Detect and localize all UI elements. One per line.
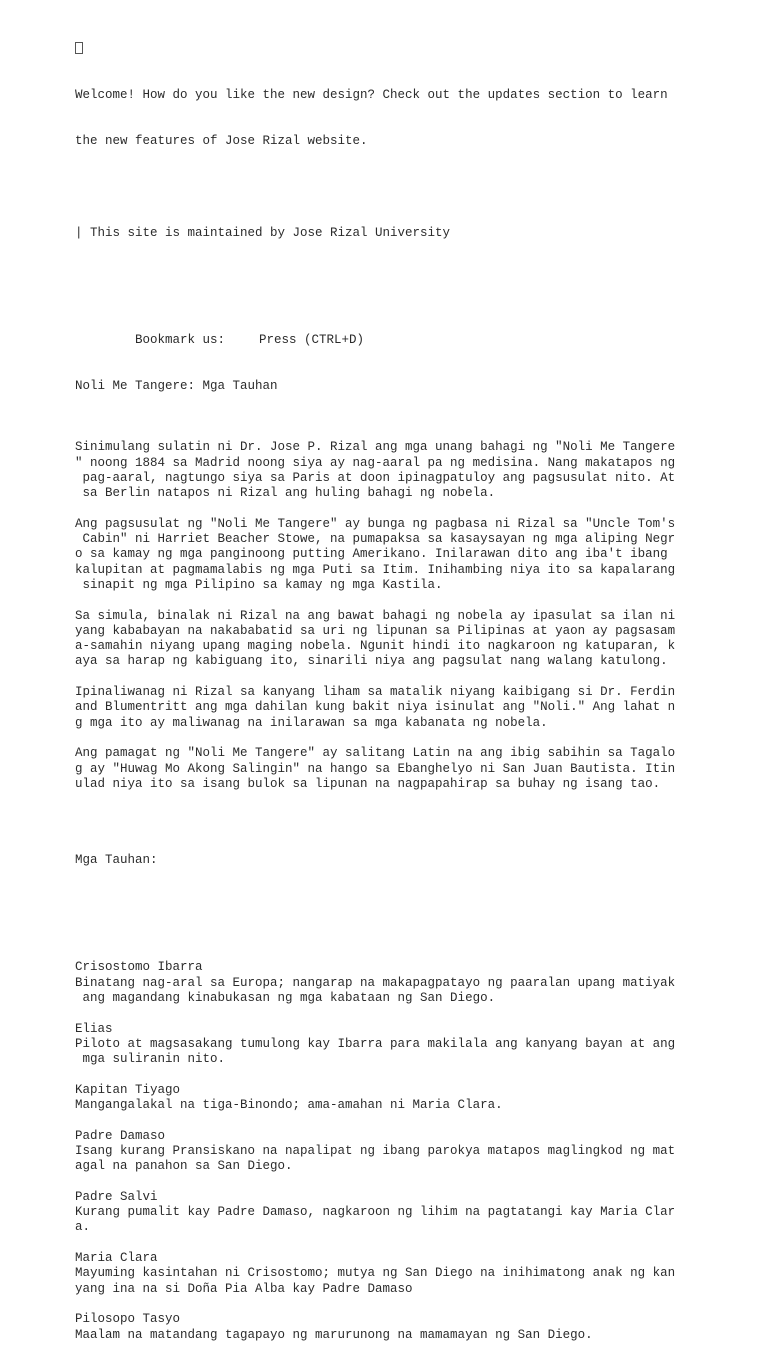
missing-glyph-icon xyxy=(75,42,675,58)
paragraph-line: g mga ito ay maliwanag na inilarawan sa mga kabanata ng nobela. xyxy=(75,715,548,730)
paragraph-line: " noong 1884 sa Madrid noong siya ay nag-aaral pa ng medisina. Nang makatapos ng xyxy=(75,455,676,470)
character-entry xyxy=(75,1312,675,1343)
character-description-line: Isang kurang Pransiskano na napalipat ng ibang parokya matapos maglingkod ng mat xyxy=(75,1143,676,1158)
paragraph-line: pag-aaral, nagtungo siya sa Paris at doon ipinagpatuloy ang pagsusulat nito. At xyxy=(75,470,676,485)
character-description-line: mga suliranin nito. xyxy=(75,1052,226,1067)
paragraph-line: g ay "Huwag Mo Akong Salingin" na hango sa Ebanghelyo ni San Juan Bautista. Itin xyxy=(75,761,676,776)
paragraph xyxy=(75,440,675,501)
welcome-line-2: the new features of Jose Rizal website. xyxy=(75,134,368,149)
paragraph xyxy=(75,517,675,593)
character-name: Pilosopo Tasyo xyxy=(75,1312,181,1327)
character-entry xyxy=(75,960,675,1006)
paragraph-line: Ang pamagat ng "Noli Me Tangere" ay salitang Latin na ang ibig sabihin sa Tagalo xyxy=(75,746,676,761)
paragraph-line: yang kababayan na nakababatid sa uri ng lipunan sa Pilipinas at yaon ay pagsasam xyxy=(75,623,676,638)
paragraph-line: Sinimulang sulatin ni Dr. Jose P. Rizal ang mga unang bahagi ng "Noli Me Tangere xyxy=(75,440,676,455)
paragraph-line: a-samahin niyang upang maging nobela. Ngunit hindi ito nagkaroon ng katuparan, k xyxy=(75,639,676,654)
paragraph xyxy=(75,685,675,731)
article-body xyxy=(75,440,675,807)
character-description-line: Maalam na matandang tagapayo ng marurunong na mamamayan ng San Diego. xyxy=(75,1327,593,1342)
character-name: Kapitan Tiyago xyxy=(75,1082,181,1097)
paragraph-line: sa Berlin natapos ni Rizal ang huling bahagi ng nobela. xyxy=(75,486,496,501)
character-entry xyxy=(75,1129,675,1175)
maintained-notice: | This site is maintained by Jose Rizal University xyxy=(75,226,451,241)
paragraph-line: sinapit ng mga Pilipino sa kamay ng mga Kastila. xyxy=(75,577,443,592)
character-description-line: agal na panahon sa San Diego. xyxy=(75,1159,293,1174)
character-entry xyxy=(75,1022,675,1068)
bookmark-label: Bookmark us: xyxy=(135,333,226,348)
paragraph xyxy=(75,746,675,792)
character-entry xyxy=(75,1251,675,1297)
paragraph-line: kalupitan at pagmamalabis ng mga Puti sa Itim. Inihambing niya ito sa kapalarang xyxy=(75,562,676,577)
character-description-line: yang ina na si Doña Pia Alba kay Padre Damaso xyxy=(75,1281,413,1296)
paragraph-line: Ang pagsusulat ng "Noli Me Tangere" ay bunga ng pagbasa ni Rizal sa "Uncle Tom's xyxy=(75,516,676,531)
character-description-line: Kurang pumalit kay Padre Damaso, nagkaroon ng lihim na pagtatangi kay Maria Clar xyxy=(75,1205,676,1220)
bookmark-row xyxy=(75,333,675,348)
paragraph-line: o sa kamay ng mga panginoong putting Amerikano. Inilarawan dito ang iba't ibang xyxy=(75,547,668,562)
character-name: Padre Damaso xyxy=(75,1128,166,1143)
paragraph-line: and Blumentritt ang mga dahilan kung bakit niya isinulat ang "Noli." Ang lahat n xyxy=(75,700,676,715)
character-description-line: Mayuming kasintahan ni Crisostomo; mutya ng San Diego na inihimatong anak ng kan xyxy=(75,1266,676,1281)
character-description-line: ang magandang kinabukasan ng mga kabataan ng San Diego. xyxy=(75,991,496,1005)
paragraph xyxy=(75,609,675,670)
section-label: Mga Tauhan: xyxy=(75,853,158,868)
character-name: Crisostomo Ibarra xyxy=(75,960,203,975)
bookmark-shortcut: Press (CTRL+D) xyxy=(259,333,365,348)
character-description-line: Binatang nag-aral sa Europa; nangarap na makapagpatayo ng paaralan upang matiyak xyxy=(75,975,676,990)
welcome-line-1: Welcome! How do you like the new design? Check out the updates section to learn xyxy=(75,88,668,103)
paragraph-line: ulad niya ito sa isang bulok sa lipunan na nagpapahirap sa buhay ng isang tao. xyxy=(75,776,661,791)
character-entry xyxy=(75,1083,675,1114)
article-title: Noli Me Tangere: Mga Tauhan xyxy=(75,379,278,394)
paragraph-line: Cabin" ni Harriet Beacher Stowe, na pumapaksa sa kasaysayan ng mga aliping Negr xyxy=(75,532,676,547)
character-name: Elias xyxy=(75,1021,113,1036)
character-list xyxy=(75,960,675,1342)
paragraph-line: aya sa harap ng kabiguang ito, sinarili niya ang pagsulat nang walang katulong. xyxy=(75,654,668,669)
paragraph-line: Ipinaliwanag ni Rizal sa kanyang liham sa matalik niyang kaibigang si Dr. Ferdin xyxy=(75,685,676,700)
character-name: Padre Salvi xyxy=(75,1189,158,1204)
document-page xyxy=(75,11,675,1358)
character-description-line: Piloto at magsasakang tumulong kay Ibarra para makilala ang kanyang bayan at ang xyxy=(75,1036,676,1051)
paragraph-line: Sa simula, binalak ni Rizal na ang bawat bahagi ng nobela ay ipasulat sa ilan ni xyxy=(75,608,676,623)
character-description-line: Mangangalakal na tiga-Binondo; ama-amahan ni Maria Clara. xyxy=(75,1098,503,1113)
character-entry xyxy=(75,1190,675,1236)
character-description-line: a. xyxy=(75,1220,91,1235)
character-name: Maria Clara xyxy=(75,1251,158,1266)
